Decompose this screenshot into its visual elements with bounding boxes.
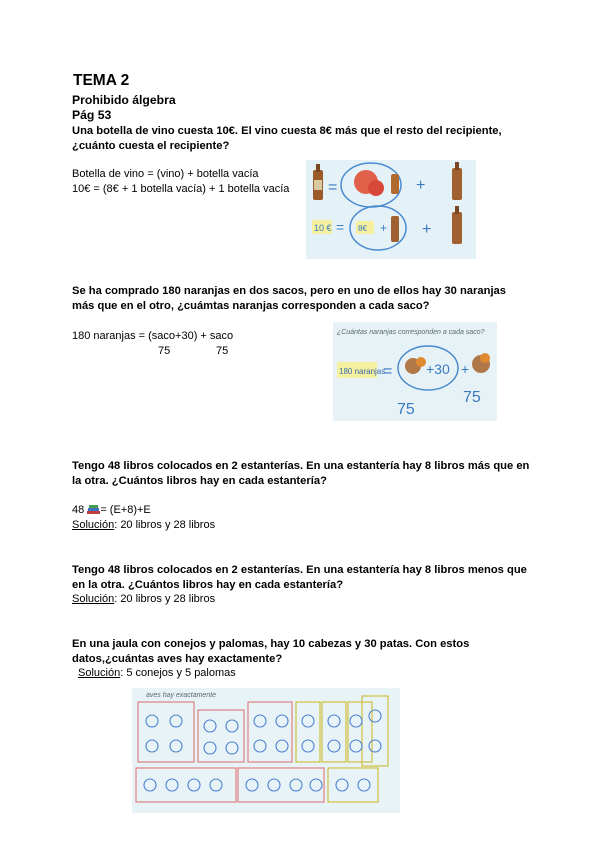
problem-4-solution: Solución: 20 libros y 28 libros (72, 593, 216, 605)
svg-text:+: + (422, 221, 432, 238)
svg-text:=: = (336, 219, 345, 235)
problem-2-value-a: 75 (158, 345, 171, 357)
photo-value-1: 75 (397, 401, 415, 418)
page-number: Pág 53 (72, 108, 112, 122)
problem-5-question: En una jaula con conejos y palomas, hay 10 cabezas y 30 patas. Con estos datos,¿cuántas aves hay exactamente? (72, 638, 470, 665)
problem-3-question: Tengo 48 libros colocados en 2 estanterías. En una estantería hay 8 libros más que en la otra. ¿Cuántos libros hay en cada estantería? (72, 460, 530, 487)
label-plus-30: +30 (426, 361, 450, 377)
page-title: TEMA 2 (73, 72, 130, 89)
problem-4-question: Tengo 48 libros colocados en 2 estanterías. En una estantería hay 8 libros menos que en la otra. ¿Cuántos libros hay en cada estantería? (72, 564, 527, 591)
label-180: 180 naranjas (339, 367, 386, 376)
svg-text:=: = (383, 363, 393, 380)
photo-header: ¿Cuántas naranjas corresponden a cada saco? (337, 329, 485, 336)
problem-2-photo (333, 322, 497, 421)
label-8-euro: 8€ (358, 224, 367, 233)
problem-3-work: 48 = (E+8)+E (72, 503, 151, 520)
svg-text:+: + (461, 361, 470, 377)
svg-text:+: + (380, 221, 388, 235)
problem-1-photo (306, 160, 476, 259)
problem-2-question: Se ha comprado 180 naranjas en dos sacos, pero en uno de ellos hay 30 naranjas más que en el otro, ¿cuámtas naranjas corresponden a cada saco? (72, 285, 506, 312)
svg-text:+: + (416, 177, 426, 194)
problem-5-solution: Solución: 5 conejos y 5 palomas (78, 667, 236, 679)
problem-2-value-b: 75 (216, 345, 229, 357)
problem-5-photo (132, 688, 400, 813)
photo-value-2: 75 (463, 389, 481, 406)
svg-text:=: = (328, 179, 338, 196)
problem-2-work: 180 naranjas = (saco+30) + saco (72, 330, 234, 342)
problem-1-work: Botella de vino = (vino) + botella vacía 10€ = (8€ + 1 botella vacía) + 1 botella vacía (72, 168, 290, 195)
problem-1-question: Una botella de vino cuesta 10€. El vino cuesta 8€ más que el resto del recipiente, ¿cuánto cuesta el recipiente? (72, 125, 502, 152)
photo-header: aves hay exactamente (146, 692, 217, 699)
label-10-euro: 10 € (314, 223, 332, 233)
page-subtitle: Prohibido álgebra (72, 93, 176, 107)
problem-3-solution: Solución: 20 libros y 28 libros (72, 519, 216, 531)
